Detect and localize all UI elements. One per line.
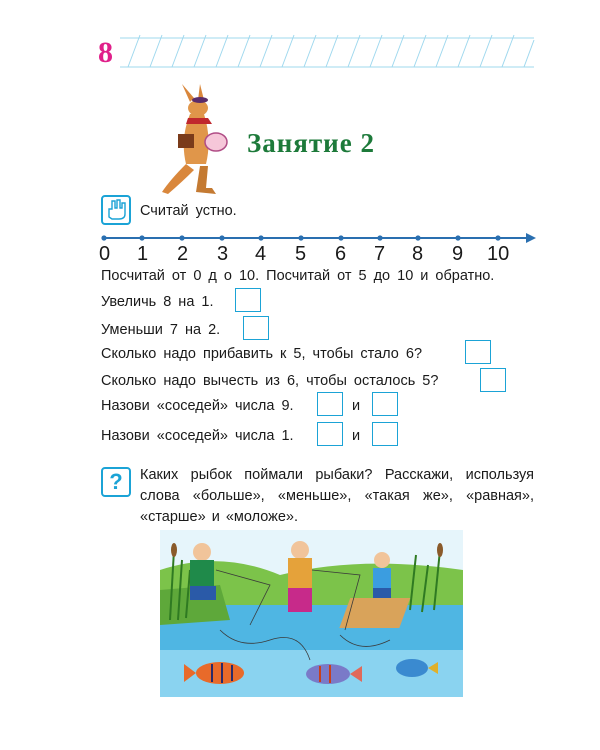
kangaroo-mascot-illustration <box>160 84 232 196</box>
task1-line: Уменьши 7 на 2. <box>101 322 221 338</box>
number-line-label: 7 <box>374 243 386 265</box>
number-line-label: 4 <box>255 243 267 265</box>
and-word: и <box>352 398 361 414</box>
answer-box[interactable] <box>372 392 398 416</box>
number-line-label: 0 <box>99 243 111 265</box>
task1-line: Увеличь 8 на 1. <box>101 294 214 310</box>
answer-box[interactable] <box>317 422 343 446</box>
answer-box[interactable] <box>235 288 261 312</box>
answer-box[interactable] <box>317 392 343 416</box>
task2-text: Каких рыбок поймали рыбаки? Расскажи, используя слова «больше», «меньше», «такая же», «равная», «старше» и «моложе». <box>140 467 534 525</box>
question-mark-icon: ? <box>101 467 131 497</box>
number-line-label: 8 <box>412 243 424 265</box>
answer-box[interactable] <box>243 316 269 340</box>
number-line-label: 1 <box>137 243 149 265</box>
task1-instruction: Считай устно. <box>140 203 237 219</box>
task1-line: Назови «соседей» числа 1. <box>101 428 294 444</box>
number-line-label: 2 <box>177 243 189 265</box>
number-line-label: 3 <box>217 243 229 265</box>
answer-box[interactable] <box>480 368 506 392</box>
number-line-label: 10 <box>487 243 510 265</box>
answer-box[interactable] <box>372 422 398 446</box>
number-line-label: 6 <box>335 243 347 265</box>
task1-line: Посчитай от 0 д о 10. Посчитай от 5 до 10 и обратно. <box>101 268 495 284</box>
task1-line: Сколько надо прибавить к 5, чтобы стало 6? <box>101 346 423 362</box>
finger-counting-icon <box>101 195 131 225</box>
task1-line: Назови «соседей» числа 9. <box>101 398 294 414</box>
lesson-title: Занятие 2 <box>247 128 375 158</box>
number-line-label: 5 <box>295 243 307 265</box>
answer-box[interactable] <box>465 340 491 364</box>
number-line <box>96 228 542 268</box>
and-word: и <box>352 428 361 444</box>
header-ruled-lines <box>0 30 600 80</box>
number-line-label: 9 <box>452 243 464 265</box>
task1-line: Сколько надо вычесть из 6, чтобы осталось 5? <box>101 373 439 389</box>
page-number: 8 <box>98 36 113 69</box>
fishing-scene-illustration <box>160 530 463 697</box>
